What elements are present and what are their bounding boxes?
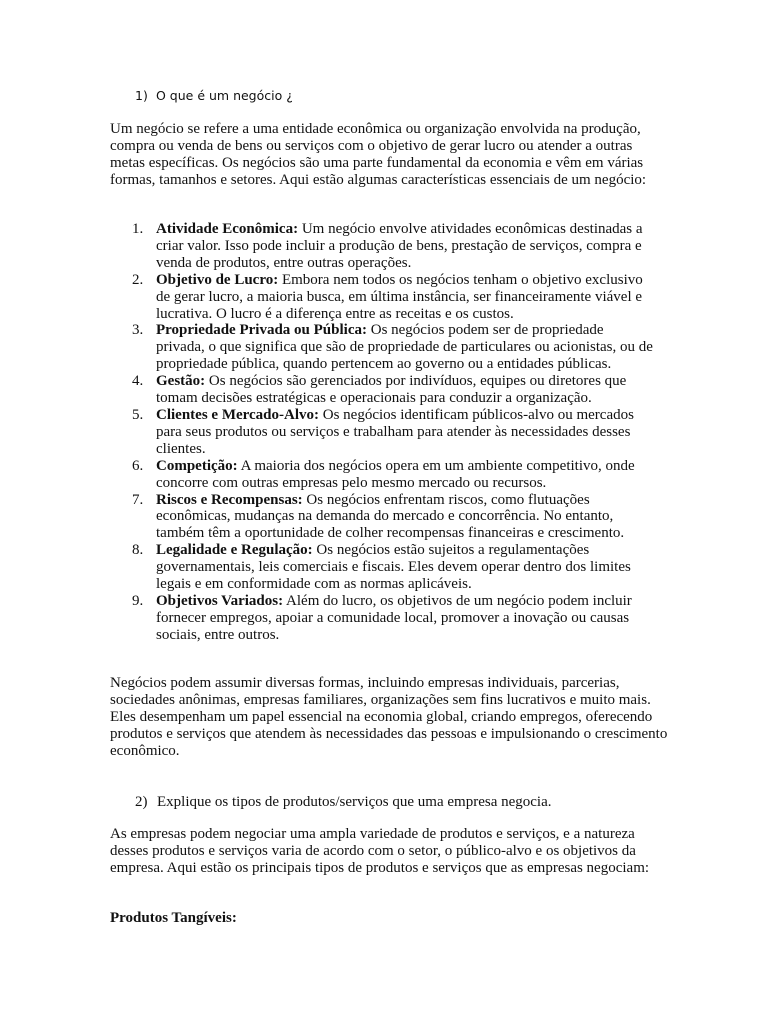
list-item-text: A maioria dos negócios opera em um ambiente competitivo, onde concorre com outras empresas pelo mesmo mercado ou recursos. — [156, 457, 635, 491]
list-item-term: Objetivo de Lucro: — [156, 271, 279, 288]
list-item-number: 5. — [132, 406, 144, 423]
list-item-number: 4. — [132, 373, 144, 390]
list-item-term: Propriedade Privada ou Pública: — [156, 322, 367, 339]
list-item-number: 2. — [132, 271, 144, 288]
question-1-heading — [135, 88, 293, 104]
conclusion-paragraph: Negócios podem assumir diversas formas, incluindo empresas individuais, parcerias, sociedades anônimas, empresas familiares, organizações sem fins lucrativos e muito mais. Eles desempenham um papel essencial na economia global, criando empregos, oferecendo produtos e serviços que atendem às necessidades das pessoas e impulsionando o crescimento econômico. — [110, 675, 668, 759]
list-item-number: 3. — [132, 322, 144, 339]
list-item — [110, 272, 654, 323]
list-item-term: Objetivos Variados: — [156, 592, 284, 609]
list-item-term: Legalidade e Regulação: — [156, 542, 313, 559]
list-item — [110, 322, 654, 373]
list-item-text: Além do lucro, os objetivos de um negócio podem incluir fornecer empregos, apoiar a comunidade local, promover a inovação ou causas sociais, entre outros. — [156, 592, 632, 643]
subheading-produtos-tangiveis: Produtos Tangíveis: — [110, 910, 237, 926]
list-item-text: Um negócio envolve atividades econômicas destinadas a criar valor. Isso pode incluir a produção de bens, prestação de serviços, compra e venda de produtos, entre outras operações. — [156, 221, 643, 271]
list-item-term: Atividade Econômica: — [156, 221, 299, 237]
question-1-number: 1) — [135, 88, 148, 103]
question-2-number: 2) — [135, 794, 148, 810]
list-item-text: Os negócios estão sujeitos a regulamentações governamentais, leis comerciais e fiscais. Eles devem operar dentro dos limites legais e em conformidade com as normas aplicáveis. — [156, 542, 631, 593]
question-1-text: O que é um negócio ¿ — [156, 88, 293, 103]
intro-paragraph: Um negócio se refere a uma entidade econômica ou organização envolvida na produção, compra ou venda de bens ou serviços com o objetivo de gerar lucro ou atender a outras metas específicas. Os negócios são uma parte fundamental da economia e vêm em várias formas, tamanhos e setores. Aqui estão algumas características essenciais de um negócio: — [110, 121, 647, 188]
list-item-term: Competição: — [156, 457, 238, 474]
list-item — [110, 542, 654, 593]
list-item-term: Clientes e Mercado-Alvo: — [156, 406, 320, 423]
list-item — [110, 458, 654, 492]
list-item-text: Os negócios podem ser de propriedade privada, o que significa que são de propriedade de particulares ou acionistas, ou de propriedade pública, quando pertencem ao governo ou a entidades públicas. — [156, 322, 653, 373]
question-2-text: Explique os tipos de produtos/serviços que uma empresa negocia. — [157, 794, 552, 810]
list-item — [110, 593, 654, 644]
list-item-term: Gestão: — [156, 373, 206, 390]
question-2-heading — [135, 794, 552, 810]
list-item-term: Riscos e Recompensas: — [156, 491, 303, 508]
list-item-number: 9. — [132, 592, 144, 609]
list-item-text: Os negócios enfrentam riscos, como flutuações econômicas, mudanças na demanda do mercado e concorrência. No entanto, também têm a oportunidade de colher recompensas financeiras e crescimento. — [156, 491, 625, 542]
list-item-text: Os negócios são gerenciados por indivíduos, equipes ou diretores que tomam decisões estratégicas e operacionais para conduzir a organização. — [156, 373, 627, 407]
list-item — [110, 492, 654, 543]
list-item-number: 1. — [132, 221, 144, 237]
list-item-text: Embora nem todos os negócios tenham o objetivo exclusivo de gerar lucro, a maioria busca, em última instância, ser financeiramente viável e lucrativa. O lucro é a diferença entre as receitas e os custos. — [156, 271, 643, 322]
list-item-text: Os negócios identificam públicos-alvo ou mercados para seus produtos ou serviços e trabalham para atender às necessidades desses clientes. — [156, 406, 634, 457]
question-2-answer: As empresas podem negociar uma ampla variedade de produtos e serviços, e a natureza desses produtos e serviços varia de acordo com o setor, o público-alvo e os objetivos da empresa. Aqui estão os principais tipos de produtos e serviços que as empresas negociam: — [110, 826, 650, 876]
list-item-number: 6. — [132, 457, 144, 474]
list-item — [110, 221, 654, 272]
list-item-number: 8. — [132, 542, 144, 559]
characteristics-list — [110, 221, 670, 644]
list-item — [110, 373, 654, 407]
list-item — [110, 407, 654, 458]
list-item-number: 7. — [132, 491, 144, 508]
